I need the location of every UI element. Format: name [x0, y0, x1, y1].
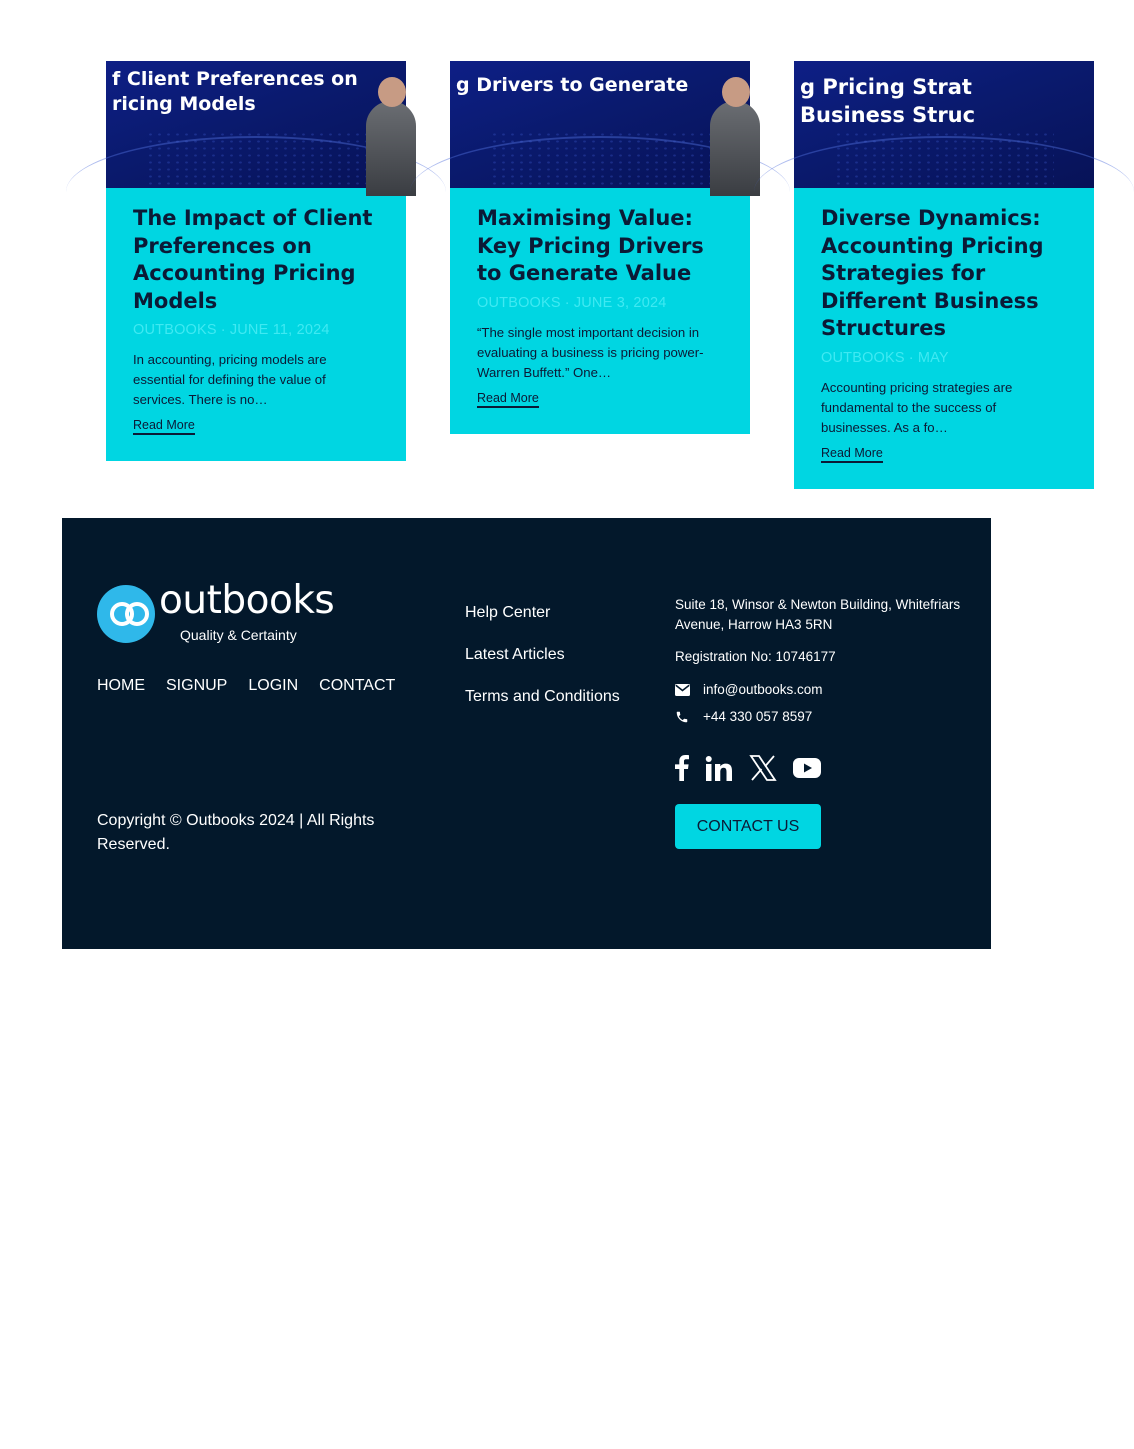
article-card[interactable]: [450, 61, 750, 434]
x-icon[interactable]: [750, 755, 776, 781]
logo-mark-icon: [97, 585, 155, 643]
thumbnail-text: g Pricing Strat Business Struc: [800, 75, 976, 127]
thumbnail-text: g Drivers to Generate: [456, 74, 689, 96]
nav-signup[interactable]: SIGNUP: [166, 677, 228, 694]
article-author: OUTBOOKS: [133, 322, 217, 338]
footer-main-nav: [97, 677, 395, 695]
article-thumbnail[interactable]: [450, 61, 750, 188]
article-date: JUNE 3, 2024: [573, 294, 667, 311]
article-author: OUTBOOKS: [821, 349, 905, 366]
article-meta: OUTBOOKS · MAY: [821, 349, 949, 366]
article-title[interactable]: Maximising Value: Key Pricing Drivers to Generate Value: [477, 206, 704, 285]
presenter-image: [710, 101, 760, 196]
thumbnail-text: f Client Preferences on ricing Models: [112, 68, 358, 115]
linkedin-icon[interactable]: [706, 756, 733, 781]
read-more-link[interactable]: Read More: [821, 446, 883, 463]
article-meta: OUTBOOKS · JUNE 3, 2024: [477, 294, 667, 311]
article-card[interactable]: [794, 61, 1094, 489]
phone-icon: [675, 710, 703, 724]
presenter-image: [366, 101, 416, 196]
copyright-text: Copyright © Outbooks 2024 | All Rights Reserved.: [97, 812, 375, 853]
article-title[interactable]: The Impact of Client Preferences on Accounting Pricing Models: [133, 206, 373, 313]
social-links: [675, 755, 821, 781]
article-thumbnail[interactable]: [106, 61, 406, 188]
youtube-icon[interactable]: [793, 758, 821, 778]
nav-contact[interactable]: CONTACT: [319, 677, 396, 694]
phone-row[interactable]: [675, 709, 975, 724]
latest-articles-link[interactable]: Latest Articles: [465, 646, 565, 663]
contact-us-button[interactable]: CONTACT US: [675, 804, 821, 849]
article-card[interactable]: [106, 61, 406, 461]
footer-logo[interactable]: [97, 578, 337, 648]
terms-link[interactable]: Terms and Conditions: [465, 688, 620, 705]
article-date: MAY: [917, 349, 949, 366]
help-center-link[interactable]: Help Center: [465, 604, 551, 621]
related-articles: [106, 61, 1044, 491]
article-meta: OUTBOOKS · JUNE 11, 2024: [133, 322, 330, 338]
nav-home[interactable]: HOME: [97, 677, 145, 694]
registration-number: Registration No: 10746177: [675, 649, 836, 664]
article-author: OUTBOOKS: [477, 294, 561, 311]
article-date: JUNE 11, 2024: [229, 322, 330, 338]
article-thumbnail[interactable]: [794, 61, 1094, 188]
read-more-link[interactable]: Read More: [477, 391, 539, 408]
facebook-icon[interactable]: [675, 755, 689, 781]
envelope-icon: [675, 684, 703, 696]
company-address: Suite 18, Winsor & Newton Building, Whitefriars Avenue, Harrow HA3 5RN: [675, 597, 961, 632]
site-footer: [62, 518, 991, 949]
logo-tagline: Quality & Certainty: [180, 627, 297, 643]
article-title[interactable]: Diverse Dynamics: Accounting Pricing Strategies for Different Business Structures: [821, 206, 1044, 340]
email-row[interactable]: [675, 682, 975, 697]
article-excerpt: Accounting pricing strategies are fundamental to the success of businesses. As a fo…: [821, 379, 1013, 435]
email-link[interactable]: info@outbooks.com: [703, 682, 823, 697]
nav-login[interactable]: LOGIN: [248, 677, 299, 694]
article-excerpt: “The single most important decision in evaluating a business is pricing power- Warren Buffett.” One…: [477, 324, 704, 380]
phone-number[interactable]: +44 330 057 8597: [703, 709, 813, 724]
logo-wordmark: outbooks: [159, 578, 335, 623]
read-more-link[interactable]: Read More: [133, 418, 195, 435]
footer-links: [465, 604, 620, 730]
contact-info: [675, 595, 975, 724]
article-excerpt: In accounting, pricing models are essential for defining the value of services. There is no…: [133, 352, 327, 407]
